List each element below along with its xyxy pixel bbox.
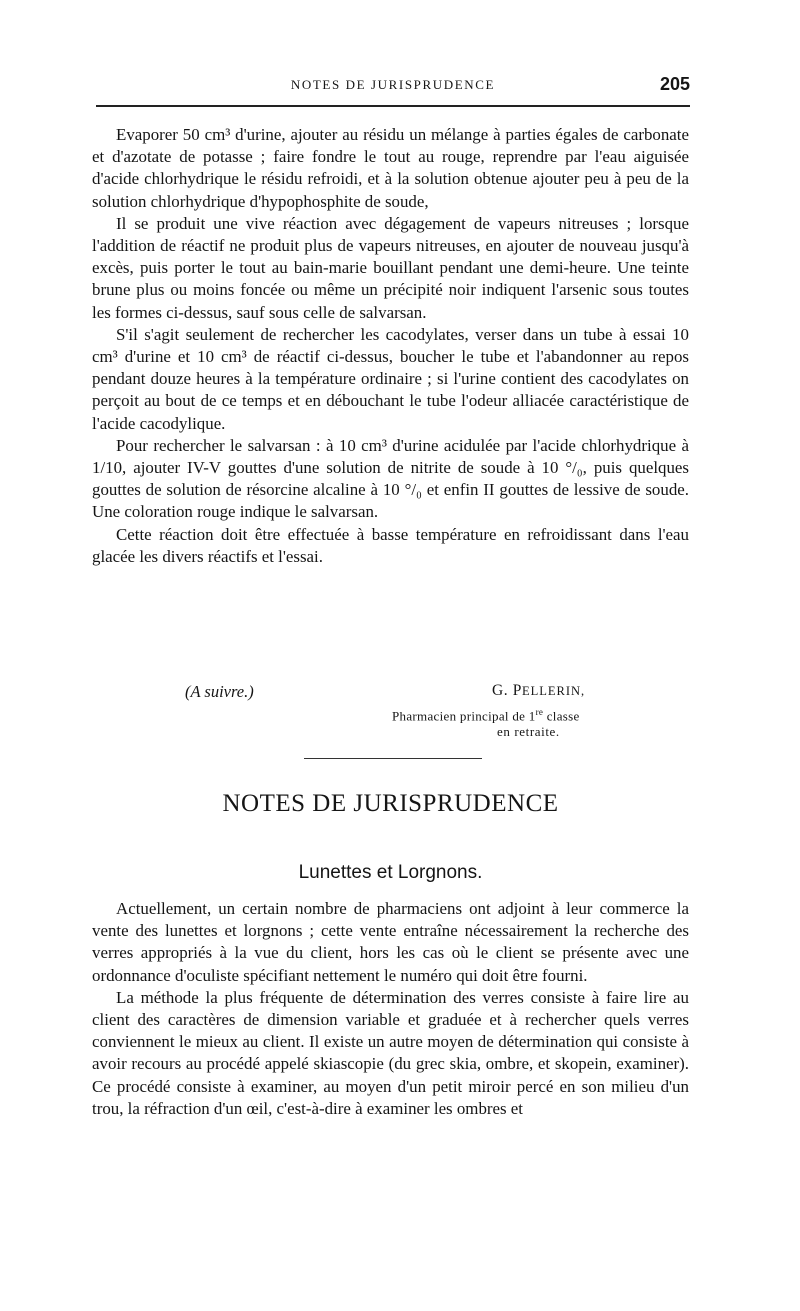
continuation-note: (A suivre.) <box>185 682 254 701</box>
section-title: NOTES DE JURISPRUDENCE <box>222 790 559 817</box>
paragraph: Il se produit une vive réaction avec dégagement de vapeurs nitreuses ; lorsque l'addition de réactif ne produit plus de vapeurs nitreuses, en ajouter de nouveau jusqu'à excès, puis porter le tout au bain-marie bouillant pendant une demi-heure. Une teinte brune plus ou moins foncée ou même un précipité noir indiquent l'arsenic sous toutes les formes ci-dessus, sauf sous celle de salvarsan. <box>92 213 689 322</box>
section-separator <box>304 758 482 759</box>
page-number: 205 <box>659 74 690 94</box>
author-surname: ELLERIN, <box>521 684 586 698</box>
author-initial: G. P <box>492 682 522 699</box>
author-name <box>492 682 585 700</box>
article-title: Lunettes et Lorgnons. <box>298 862 483 883</box>
author-status: en retraite. <box>497 724 560 739</box>
affiliation-superscript: re <box>535 707 544 717</box>
paragraph: S'il s'agit seulement de rechercher les cacodylates, verser dans un tube à essai 10 cm³ d'urine et 10 cm³ de réactif ci-dessus, boucher le tube et l'abandonner au repos pendant douze heures à la température ordinaire ; si l'urine contient des cacodylates on perçoit au bout de ce temps et en débouchant le tube l'odeur alliacée caractéristique de l'acide cacodylique. <box>92 324 689 433</box>
article-body-part1 <box>92 124 689 568</box>
author-affiliation <box>392 707 580 724</box>
running-head <box>96 74 690 100</box>
header-rule <box>96 105 690 107</box>
paragraph: Evaporer 50 cm³ d'urine, ajouter au résidu un mélange à parties égales de carbonate et d'azotate de potasse ; faire fondre le tout au rouge, reprendre par l'eau aiguisée d'acide chlorhydrique le résidu refroidi, et à la solution obtenue ajouter peu à peu de la solution chlorhydrique d'hypophosphite de soude, <box>92 125 689 211</box>
affiliation-text: Pharmacien principal de 1 <box>392 708 536 724</box>
paragraph: La méthode la plus fréquente de détermination des verres consiste à faire lire au client des caractères de dimension variable et graduée et à rechercher quels verres conviennent le mieux au client. Il existe un autre moyen de détermination qui consiste à avoir recours au procédé appelé skiascopie (du grec skia, ombre, et skopein, examiner). Ce procédé consiste à examiner, au moyen d'un petit miroir percé en son milieu d'un trou, la réfraction d'un œil, c'est-à-dire à examiner les ombres et <box>92 987 689 1118</box>
article-body-part2 <box>92 898 689 1120</box>
running-title: NOTES DE JURISPRUDENCE <box>290 77 496 92</box>
signature-block <box>92 682 689 742</box>
paragraph: Actuellement, un certain nombre de pharmaciens ont adjoint à leur commerce la vente des lunettes et lorgnons ; cette vente entraîne nécessairement la recherche des verres appropriés à la vue du client, hors les cas où le client se présente avec une ordonnance d'oculiste spécifiant nettement le numéro qui doit être fourni. <box>92 899 689 985</box>
paragraph: Cette réaction doit être effectuée à basse température en refroidissant dans l'eau glacée les divers réactifs et l'essai. <box>92 524 689 566</box>
affiliation-class: classe <box>543 708 580 724</box>
paragraph: Pour rechercher le salvarsan : à 10 cm³ d'urine acidulée par l'acide chlorhydrique à 1/10, ajouter IV-V gouttes d'une solution de nitrite de soude à 10 °/₀, puis quelques gouttes de solution de résorcine alcaline à 10 °/₀ et enfin II gouttes de lessive de soude. Une coloration rouge indique le salvarsan. <box>92 435 689 522</box>
